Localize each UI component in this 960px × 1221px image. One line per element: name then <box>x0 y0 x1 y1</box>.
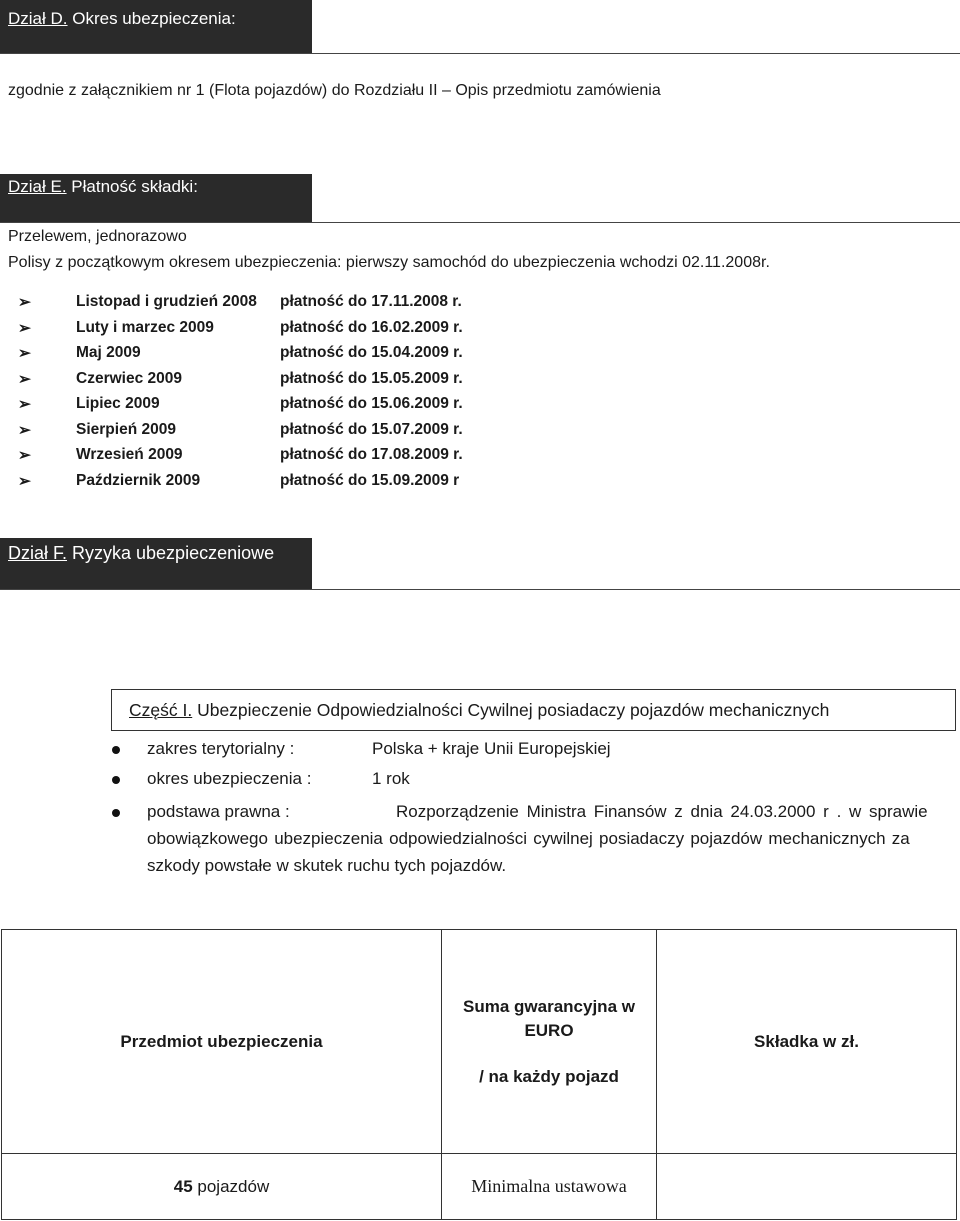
bullet-icon <box>112 776 120 784</box>
section-f-prefix: Dział F. <box>8 543 68 563</box>
legal-line-3: szkody powstałe w skutek ruchu tych pojazdów. <box>147 856 507 875</box>
section-d-prefix: Dział D. <box>8 9 68 28</box>
part-1-text: Ubezpieczenie Odpowiedzialności Cywilnej posiadaczy pojazdów mechanicznych <box>192 700 830 720</box>
section-e-header <box>0 174 312 223</box>
arrow-bullet-icon: ➢ <box>18 370 31 388</box>
installment-period: Listopad i grudzień 2008 <box>76 293 257 310</box>
installment-period: Wrzesień 2009 <box>76 446 183 463</box>
premium-table <box>1 929 957 1220</box>
table-header-row <box>2 930 957 1154</box>
legal-label: podstawa prawna : <box>147 802 290 821</box>
header-premium-label: Składka w zł. <box>754 1031 859 1051</box>
installment-due: płatność do 15.07.2009 r. <box>280 420 463 438</box>
arrow-bullet-icon: ➢ <box>18 319 31 337</box>
section-e-prefix: Dział E. <box>8 177 67 196</box>
payment-method: Przelewem, jednorazowo <box>8 228 187 245</box>
installment-row <box>18 370 538 396</box>
legal-line-2: obowiązkowego ubezpieczenia odpowiedzialności cywilnej posiadaczy pojazdów mechanicznych za <box>147 829 910 848</box>
header-subject-label: Przedmiot ubezpieczenia <box>120 1031 323 1051</box>
part-1-title <box>129 700 829 721</box>
payment-note: Polisy z początkowym okresem ubezpieczenia: pierwszy samochód do ubezpieczenia wchodzi 02.11.2008r. <box>8 254 770 271</box>
installment-due: płatność do 15.05.2009 r. <box>280 369 463 387</box>
territory-value: Polska + kraje Unii Europejskiej <box>372 739 611 758</box>
section-d-text: zgodnie z załącznikiem nr 1 (Flota pojazdów) do Rozdziału II – Opis przedmiotu zamówienia <box>8 82 661 99</box>
section-f-title: Ryzyka ubezpieczeniowe <box>67 543 275 563</box>
installment-period: Październik 2009 <box>76 471 201 489</box>
installment-period: Lipiec 2009 <box>76 395 160 412</box>
bullet-icon <box>112 746 120 754</box>
arrow-bullet-icon: ➢ <box>18 472 31 490</box>
installment-period: Luty i marzec 2009 <box>76 318 214 336</box>
installment-period: Sierpień 2009 <box>76 420 176 438</box>
arrow-bullet-icon: ➢ <box>18 396 31 413</box>
arrow-bullet-icon: ➢ <box>18 447 31 464</box>
installment-row <box>18 344 538 370</box>
section-f-header <box>0 538 312 590</box>
arrow-bullet-icon: ➢ <box>18 421 31 439</box>
installment-row <box>18 472 538 498</box>
divider <box>0 589 960 590</box>
period-label: okres ubezpieczenia : <box>147 769 312 788</box>
period-value: 1 rok <box>372 769 410 788</box>
cell-premium <box>657 1154 957 1220</box>
vehicle-count: 45 <box>173 1176 193 1196</box>
territory-label: zakres terytorialny : <box>147 739 295 758</box>
header-sum <box>442 930 657 1154</box>
installment-period: Maj 2009 <box>76 344 141 361</box>
installment-period: Czerwiec 2009 <box>76 369 182 387</box>
vehicle-unit: pojazdów <box>192 1176 270 1196</box>
installment-due: płatność do 17.08.2009 r. <box>280 446 463 463</box>
part-1-prefix: Część I. <box>129 700 193 720</box>
installment-row <box>18 319 538 345</box>
arrow-bullet-icon: ➢ <box>18 294 31 311</box>
header-subject <box>2 930 442 1154</box>
installment-row <box>18 395 538 421</box>
arrow-bullet-icon: ➢ <box>18 345 31 362</box>
installment-row <box>18 293 538 319</box>
section-d-header <box>0 0 312 54</box>
header-sum-line-2: EURO <box>524 1020 574 1040</box>
installment-row <box>18 421 538 447</box>
installment-due: płatność do 17.11.2008 r. <box>280 293 462 310</box>
divider <box>0 53 960 54</box>
divider <box>0 222 960 223</box>
table-row <box>2 1154 957 1220</box>
header-sum-line-1: Suma gwarancyjna w <box>463 996 635 1016</box>
bullet-icon <box>112 809 120 817</box>
section-e-title: Płatność składki: <box>66 177 198 196</box>
cell-subject <box>2 1154 442 1220</box>
installment-due: płatność do 15.09.2009 r <box>280 471 460 489</box>
installment-row <box>18 446 538 472</box>
legal-line-1: Rozporządzenie Ministra Finansów z dnia 24.03.2000 r . w sprawie <box>396 802 928 821</box>
installment-due: płatność do 15.06.2009 r. <box>280 395 463 412</box>
installment-due: płatność do 15.04.2009 r. <box>280 344 463 361</box>
header-premium <box>657 930 957 1154</box>
section-d-title: Okres ubezpieczenia: <box>67 9 236 28</box>
installment-due: płatność do 16.02.2009 r. <box>280 318 463 336</box>
header-sum-line-3: / na każdy pojazd <box>479 1066 619 1086</box>
cell-sum: Minimalna ustawowa <box>442 1154 657 1220</box>
